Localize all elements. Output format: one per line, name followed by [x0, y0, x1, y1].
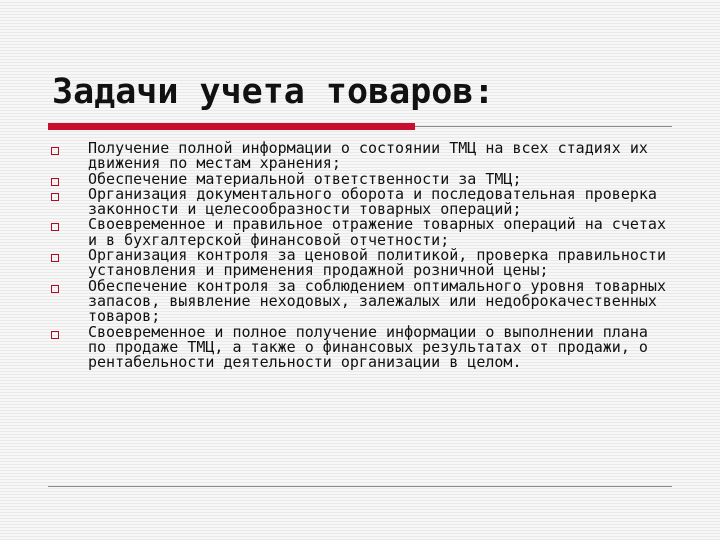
list-item	[48, 248, 672, 279]
list-item	[48, 276, 672, 326]
hollow-square-bullet-icon	[51, 223, 59, 231]
task-text: Получение полной информации о состоянии ТМЦ на всех стадиях их движения по местам хранения;	[88, 139, 648, 173]
list-item	[48, 217, 672, 248]
task-text: Своевременное и полное получение информации о выполнении плана по продаже ТМЦ, а также о финансовых результатах от продажи, о рентабельности деятельности организации в целом.	[88, 322, 648, 372]
title-accent-bar	[48, 123, 415, 130]
hollow-square-bullet-icon	[51, 285, 59, 293]
task-text: Своевременное и правильное отражение товарных операций на счетах и в бухгалтерской финансовой отчетности;	[88, 215, 666, 249]
list-item	[48, 184, 672, 219]
bottom-divider-line	[48, 486, 672, 487]
hollow-square-bullet-icon	[51, 147, 59, 155]
task-text: Организация контроля за ценовой политикой, проверка правильности установления и применения продажной розничной цены;	[88, 246, 666, 280]
title-divider-line	[415, 126, 672, 127]
task-text: Обеспечение контроля за соблюдением оптимального уровня товарных запасов, выявление неходовых, залежалых или недоброкачественных товаров;	[88, 276, 666, 326]
slide-title: Задачи учета товаров:	[52, 72, 495, 112]
list-item	[48, 141, 672, 172]
task-text: Обеспечение материальной ответственности за ТМЦ;	[88, 169, 522, 188]
list-item	[48, 322, 672, 372]
hollow-square-bullet-icon	[51, 178, 59, 186]
hollow-square-bullet-icon	[51, 254, 59, 262]
hollow-square-bullet-icon	[51, 193, 59, 201]
task-text: Организация документального оборота и последовательная проверка законности и целесообразности товарных операций;	[88, 184, 657, 219]
task-list	[48, 141, 672, 370]
hollow-square-bullet-icon	[51, 331, 59, 339]
